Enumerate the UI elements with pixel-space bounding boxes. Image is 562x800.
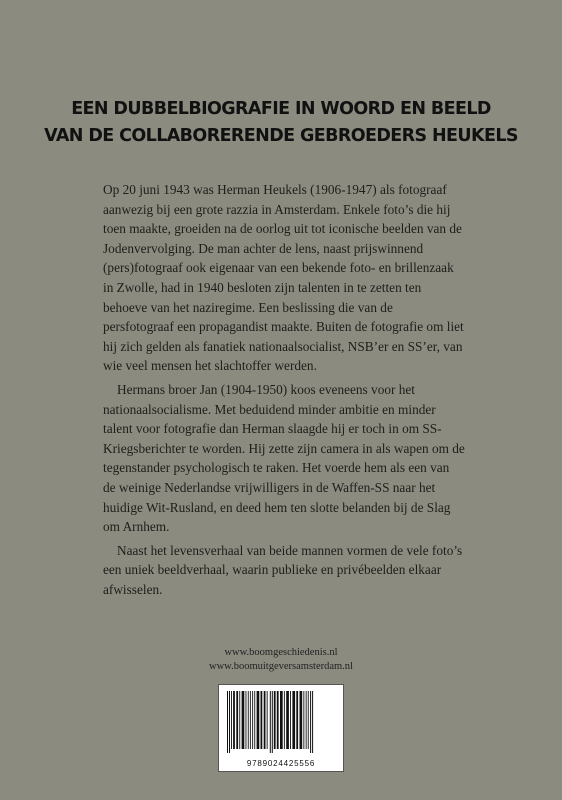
barcode-bars (226, 691, 338, 753)
barcode-bar (229, 691, 230, 753)
barcode-bar (239, 691, 240, 749)
barcode-bar (264, 691, 266, 749)
blurb-paragraph-2: Hermans broer Jan (1904-1950) koos eveneens voor het nationaalsocialisme. Met beduidend minder ambitie en minder talent voor fotografie dan Herman slaagde hij er toch in om SS-Kriegsberichter te worden. Hij zette zijn camera in als wapen om de tegenstander psychologisch te raken. Het voerde hem als een van de weinige Nederlandse vrijwilligers in de Waffen-SS naar het huidige Wit-Rusland, en deed hem ten slotte belanden bij de Slag om Arnhem. (103, 381, 465, 535)
blurb-paragraph-1: Op 20 juni 1943 was Herman Heukels (1906-1947) als fotograaf aanwezig bij een grote razzia in Amsterdam. Enkele foto’s die hij toen maakte, groeiden na de oorlog uit tot iconische beelden van de Jodenvervolging. De man achter de lens, naast prijswinnend (pers)fotograaf ook eigenaar van een bekende foto- en brillenzaak in Zwolle, had in 1940 besloten zijn talenten in te zetten ten behoeve van het naziregime. Een beslissing die van de persfotograaf een propagandist maakte. Buiten de fotografie om liet hij zich gelden als fanatiek nationaalsocialist, NSB’er en SS’er, van wie veel mensen het slachtoffer werden. (103, 182, 464, 374)
isbn-barcode (218, 684, 344, 772)
blurb-text (103, 180, 465, 603)
barcode-bar (280, 691, 283, 749)
barcode-bar (312, 691, 313, 753)
barcode-bar (300, 691, 303, 749)
barcode-bar (308, 691, 309, 749)
barcode-bar (274, 691, 276, 749)
barcode-bar (310, 691, 311, 753)
barcode-bar (270, 691, 271, 753)
headline-line-1: EEN DUBBELBIOGRAFIE IN WOORD EN BEELD (71, 99, 491, 119)
headline (0, 96, 562, 150)
barcode-bar (306, 691, 307, 749)
barcode-bar (303, 691, 304, 749)
barcode-bar (250, 691, 251, 749)
barcode-bar (292, 691, 295, 749)
barcode-bar (248, 691, 249, 749)
barcode-bar (267, 691, 268, 749)
barcode-bar (246, 691, 247, 749)
barcode-bar (233, 691, 235, 749)
publisher-url-1: www.boomgeschiedenis.nl (224, 647, 338, 658)
barcode-bar (236, 691, 238, 749)
barcode-bar (261, 691, 263, 749)
barcode-bar (284, 691, 285, 749)
barcode-bar (252, 691, 253, 749)
publisher-url-2: www.boomuitgeversamsterdam.nl (209, 660, 353, 672)
barcode-bar (272, 691, 273, 753)
isbn-number: 9789024425556 (246, 759, 316, 768)
publisher-urls (0, 646, 562, 673)
barcode-bar (290, 691, 291, 749)
barcode-bar (242, 691, 245, 749)
barcode-bar (257, 691, 260, 749)
barcode-bar (277, 691, 279, 749)
barcode-bar (296, 691, 298, 749)
headline-line-2: VAN DE COLLABORERENDE GEBROEDERS HEUKELS (44, 126, 518, 146)
blurb-paragraph-3: Naast het levensverhaal van beide mannen vormen de vele foto’s een uniek beeldverhaal, waarin publieke en privébeelden elkaar afwisselen. (103, 542, 463, 597)
barcode-bar (227, 691, 228, 753)
barcode-bar (254, 691, 255, 749)
barcode-bar (286, 691, 289, 749)
barcode-bar (231, 691, 232, 749)
